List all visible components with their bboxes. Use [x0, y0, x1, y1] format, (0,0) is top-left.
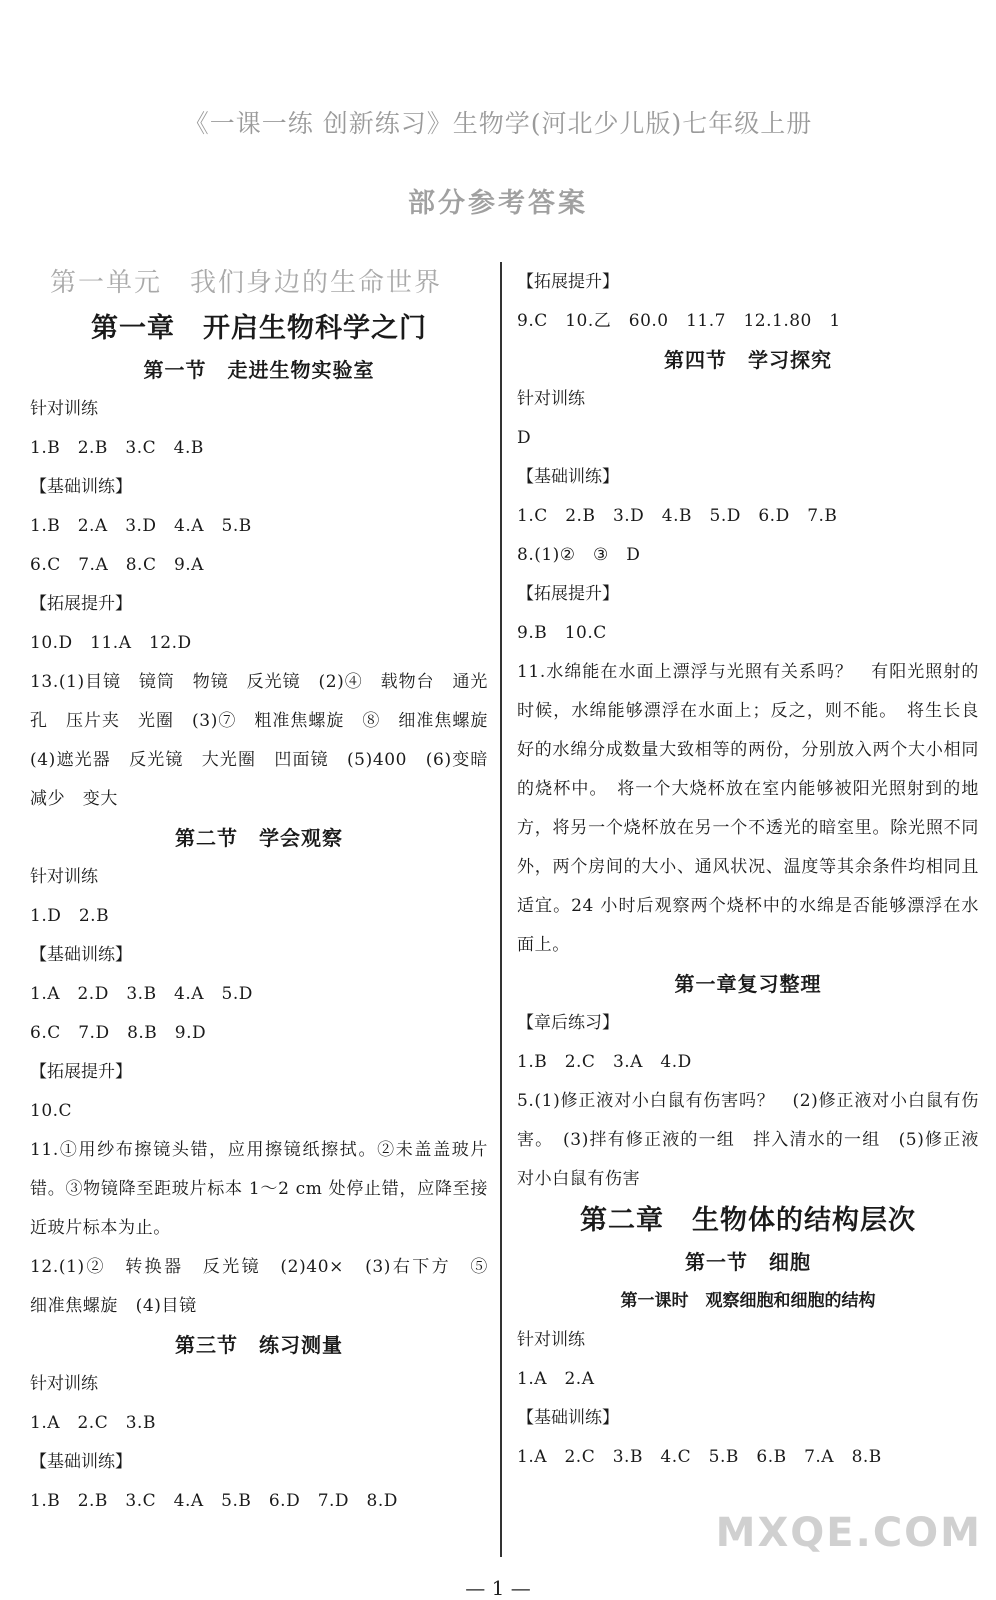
answer-line: 1.A 2.A — [517, 1369, 595, 1389]
answer-line: 8.(1)② ③ D — [517, 545, 641, 565]
answer-line: 6.C 7.D 8.B 9.D — [30, 1023, 207, 1043]
exercise-label: 【基础训练】 — [517, 1408, 619, 1428]
answer-line: 9.C 10.乙 60.0 11.7 12.1.80 1 — [517, 311, 841, 331]
column-divider — [500, 262, 502, 1557]
lesson-heading: 第一课时 观察细胞和细胞的结构 — [620, 1291, 876, 1311]
answer-line: 9.B 10.C — [517, 623, 607, 643]
exercise-label: 【基础训练】 — [30, 1452, 132, 1472]
answers-title: 部分参考答案 — [408, 188, 588, 219]
exercise-label: 【拓展提升】 — [517, 584, 619, 604]
section-heading: 第一节 走进生物实验室 — [143, 358, 375, 382]
chapter-heading: 第二章 生物体的结构层次 — [580, 1205, 916, 1236]
section-heading: 第四节 学习探究 — [664, 348, 832, 372]
exercise-label: 【拓展提升】 — [30, 1062, 132, 1082]
section-heading: 第一章复习整理 — [674, 972, 822, 996]
answer-line: 10.C — [30, 1101, 73, 1121]
exercise-label: 针对训练 — [30, 867, 98, 887]
answer-line: 6.C 7.A 8.C 9.A — [30, 555, 204, 575]
exercise-label: 【章后练习】 — [517, 1013, 619, 1033]
answer-paragraph: 13.(1)目镜 镜筒 物镜 反光镜 (2)④ 载物台 通光孔 压片夹 光圈 (3)⑦ 粗准焦螺旋 ⑧ 细准焦螺旋 (4)遮光器 反光镜 大光圈 凹面镜 (5)400 (6)变暗 减少 变大 — [30, 672, 506, 809]
answer-line: D — [517, 428, 532, 448]
exercise-label: 针对训练 — [517, 389, 585, 409]
answer-paragraph: 11.水绵能在水面上漂浮与光照有关系吗？ 有阳光照射的时候，水绵能够漂浮在水面上；反之，则不能。 将生长良好的水绵分成数量大致相等的两份，分别放入两个大小相同的烧杯中。 将一个大烧杯放在室内能够被阳光照射到的地方，将另一个烧杯放在另一个不透光的暗室里。除光照不同外，两个房间的大小、通风状况、温度等其余条件均相同且适宜。24 小时后观察两个烧杯中的水绵是否能够漂浮在水面上。 — [517, 662, 979, 955]
answer-line: 1.C 2.B 3.D 4.B 5.D 6.D 7.B — [517, 506, 838, 526]
answer-line: 1.A 2.D 3.B 4.A 5.D — [30, 984, 253, 1004]
watermark-logo: MXQE.COM — [715, 1510, 982, 1556]
exercise-label: 【基础训练】 — [517, 467, 619, 487]
answer-line: 1.B 2.C 3.A 4.D — [517, 1052, 692, 1072]
section-heading: 第三节 练习测量 — [175, 1333, 343, 1357]
answer-line: 10.D 11.A 12.D — [30, 633, 192, 653]
exercise-label: 【拓展提升】 — [517, 272, 619, 292]
exercise-label: 针对训练 — [30, 399, 98, 419]
exercise-label: 【基础训练】 — [30, 945, 132, 965]
section-heading: 第一节 细胞 — [685, 1250, 811, 1274]
exercise-label: 【拓展提升】 — [30, 594, 132, 614]
exercise-label: 针对训练 — [30, 1374, 98, 1394]
answer-line: 1.B 2.B 3.C 4.B — [30, 438, 204, 458]
answer-line: 1.B 2.A 3.D 4.A 5.B — [30, 516, 252, 536]
unit-heading: 第一单元 我们身边的生命世界 — [50, 268, 443, 298]
page-number: — 1 — — [465, 1576, 531, 1600]
answer-paragraph: 5.(1)修正液对小白鼠有伤害吗？ (2)修正液对小白鼠有伤害。 (3)拌有修正液的一组 拌入清水的一组 (5)修正液对小白鼠有伤害 — [517, 1091, 979, 1189]
exercise-label: 【基础训练】 — [30, 477, 132, 497]
answer-line: 1.A 2.C 3.B 4.C 5.B 6.B 7.A 8.B — [517, 1447, 882, 1467]
answer-line: 1.A 2.C 3.B — [30, 1413, 156, 1433]
chapter-heading: 第一章 开启生物科学之门 — [91, 313, 427, 344]
left-column — [30, 263, 506, 1521]
right-column — [517, 263, 979, 1477]
exercise-label: 针对训练 — [517, 1330, 585, 1350]
section-heading: 第二节 学会观察 — [175, 826, 343, 850]
answer-line: 1.D 2.B — [30, 906, 110, 926]
answer-paragraph: 11.①用纱布擦镜头错，应用擦镜纸擦拭。②未盖盖玻片错。③物镜降至距玻片标本 1～2 cm 处停止错，应降至接近玻片标本为止。 — [30, 1140, 488, 1238]
answer-paragraph: 12.(1)② 转换器 反光镜 (2)40× (3)右下方 ⑤ 细准焦螺旋 (4)目镜 — [30, 1257, 506, 1316]
answer-line: 1.B 2.B 3.C 4.A 5.B 6.D 7.D 8.D — [30, 1491, 398, 1511]
book-title: 《一课一练 创新练习》生物学(河北少儿版)七年级上册 — [183, 109, 813, 138]
